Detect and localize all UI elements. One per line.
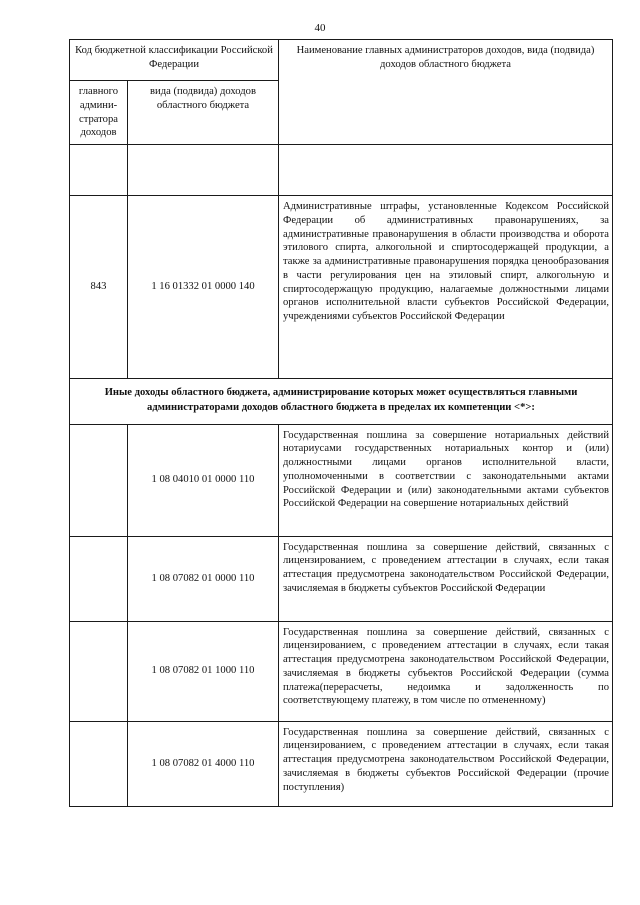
admin-code-cell (70, 721, 128, 806)
admin-code-cell (70, 621, 128, 721)
blank-cell (128, 145, 279, 196)
header-name-group: Наименование главных администраторов доходов, вида (подвида) доходов областного бюджета (279, 40, 613, 145)
table-row (70, 536, 613, 621)
income-code-cell: 1 08 04010 01 0000 110 (128, 424, 279, 536)
admin-code-cell (70, 536, 128, 621)
income-code-cell: 1 16 01332 01 0000 140 (128, 196, 279, 379)
admin-code-cell (70, 424, 128, 536)
table-row (70, 196, 613, 379)
description-cell: Государственная пошлина за совершение нотариальных действий нотариусами государственных нотариальных контор и (или) должностными лицами органов исполнительной власти, уполномоченными в соответствии с законодательными актами Российской Федерации и (или) законодательными актами субъектов Российской Федерации на совершение нотариальных действий (279, 424, 613, 536)
income-code-cell: 1 08 07082 01 1000 110 (128, 621, 279, 721)
description-cell: Государственная пошлина за совершение действий, связанных с лицензированием, с проведением аттестации в случаях, если такая аттестация предусмотрена законодательством Российской Федерации, зачисляемая в бюджеты субъектов Российской Федерации (прочие поступления) (279, 721, 613, 806)
header-kind-column: вида (подвида) доходов областного бюджета (128, 81, 279, 145)
header-admin-column: главного админи- стратора доходов (70, 81, 128, 145)
description-cell: Административные штрафы, установленные Кодексом Российской Федерации об административных правонарушениях, за административные правонарушения в области производства и оборота этилового спирта, алкогольной и спиртосодержащей продукции, а также за административные правонарушения порядка ценообразования в части регулирования цен на этиловый спирт, алкогольную и спиртосодержащую продукцию, налагаемые должностными лицами органов исполнительной власти субъектов Российской Федерации, учреждениями субъектов Российской Федерации (279, 196, 613, 379)
description-cell: Государственная пошлина за совершение действий, связанных с лицензированием, с проведением аттестации в случаях, если такая аттестация предусмотрена законодательством Российской Федерации, зачисляемая в бюджеты субъектов Российской Федерации (279, 536, 613, 621)
header-code-group: Код бюджетной классификации Российской Федерации (70, 40, 279, 81)
page-number: 40 (314, 22, 326, 34)
blank-cell (279, 145, 613, 196)
income-code-cell: 1 08 07082 01 4000 110 (128, 721, 279, 806)
description-cell: Государственная пошлина за совершение действий, связанных с лицензированием, с проведением аттестации в случаях, если такая аттестация предусмотрена законодательством Российской Федерации, зачисляемая в бюджеты субъектов Российской Федерации (сумма платежа(перерасчеты, недоимка и задолженность по соответствующему платежу, в том числе по отмененному) (279, 621, 613, 721)
section-row (70, 379, 613, 425)
income-code-cell: 1 08 07082 01 0000 110 (128, 536, 279, 621)
budget-classification-table (69, 39, 613, 807)
blank-row (70, 145, 613, 196)
section-title: Иные доходы областного бюджета, администрирование которых может осуществляться главными администраторами доходов областного бюджета в пределах их компетенции <*>: (70, 379, 613, 425)
blank-cell (70, 145, 128, 196)
header-row-top (70, 40, 613, 81)
table-row (70, 621, 613, 721)
table-row (70, 721, 613, 806)
admin-code-cell: 843 (70, 196, 128, 379)
table-row (70, 424, 613, 536)
